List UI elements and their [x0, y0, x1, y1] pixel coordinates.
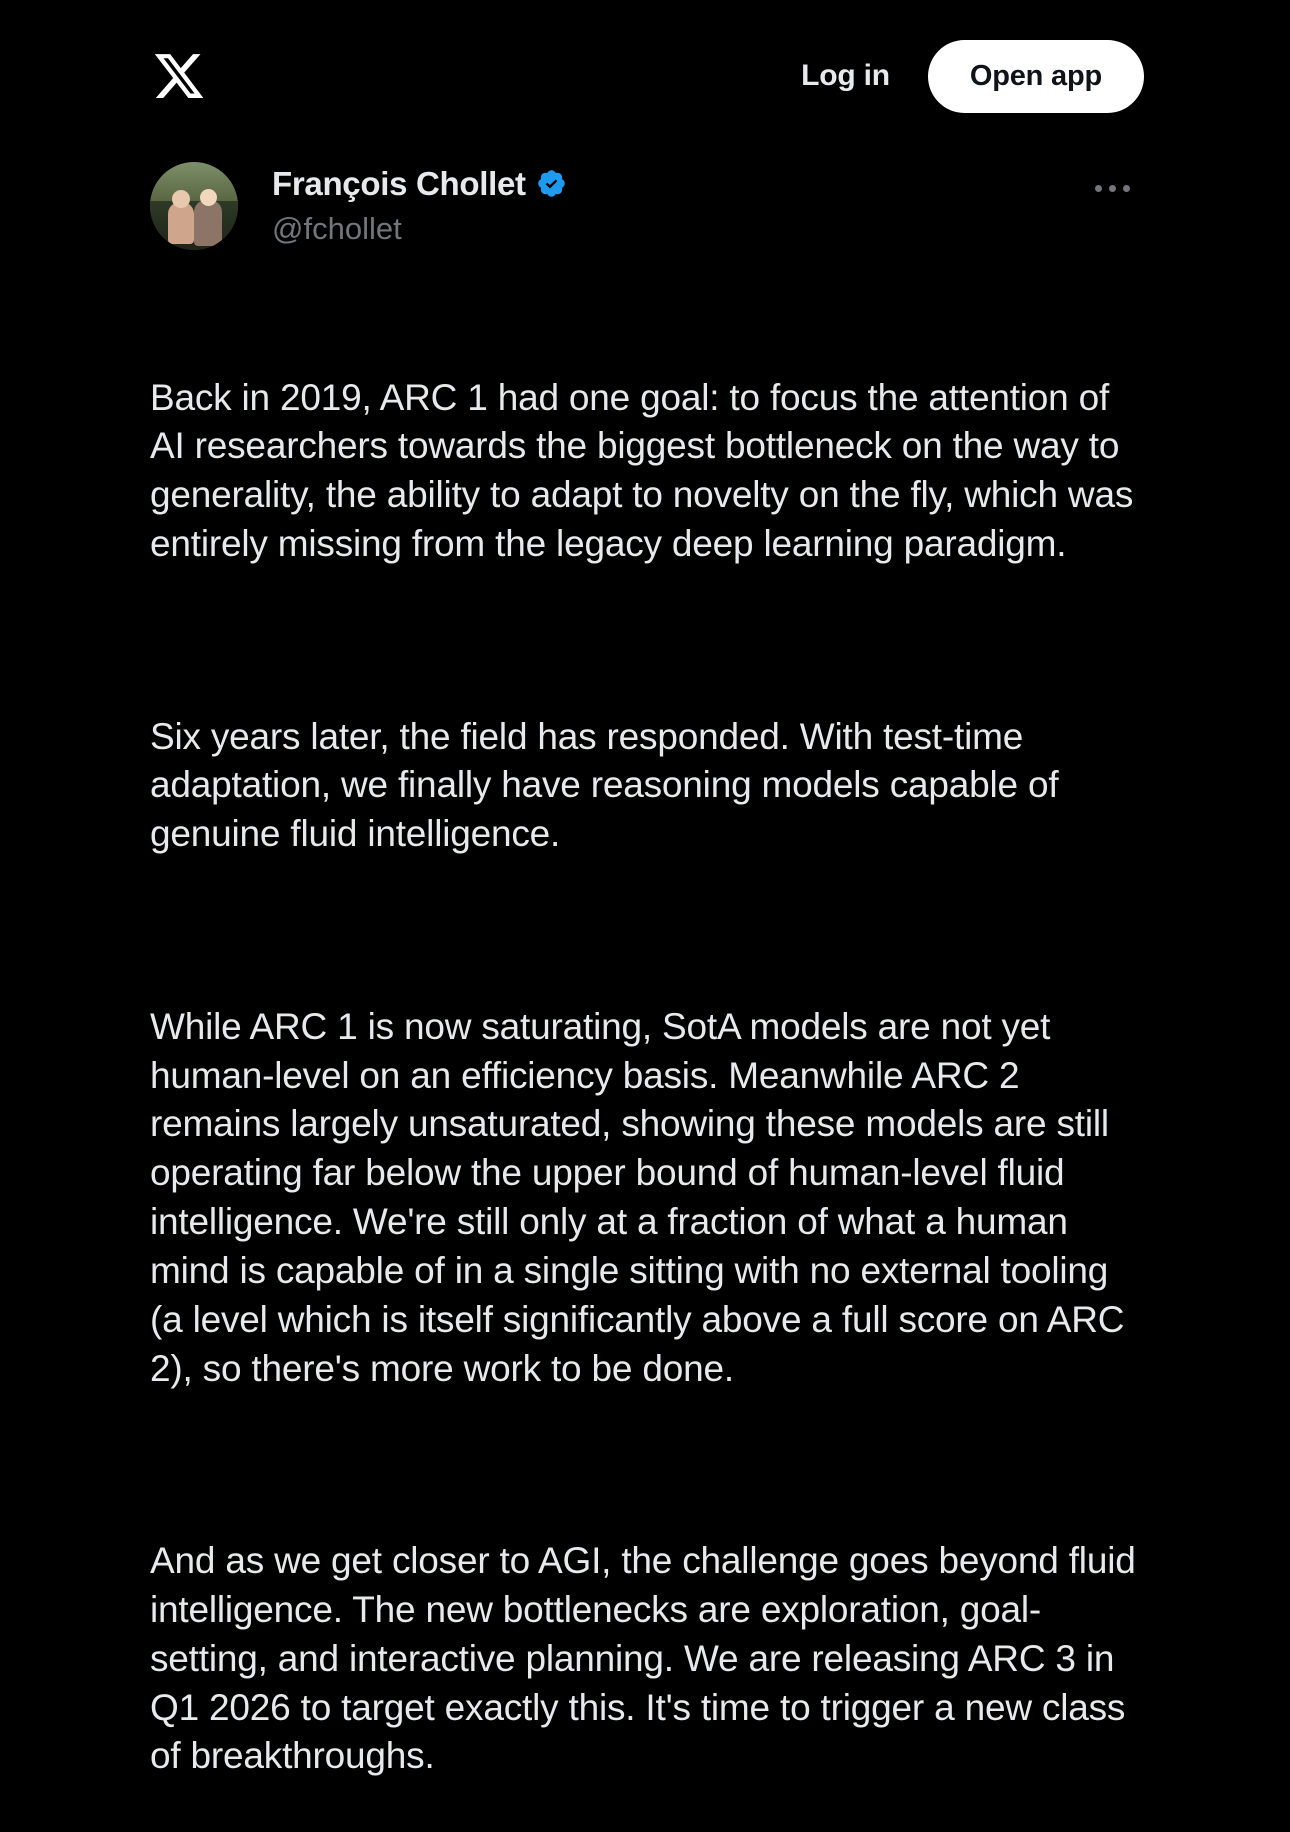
avatar-head-right: [200, 189, 217, 206]
more-dot-3: [1123, 185, 1130, 192]
more-dot-2: [1109, 185, 1116, 192]
x-logo-link[interactable]: [152, 49, 206, 103]
x-logo-icon: [152, 49, 206, 103]
author-handle[interactable]: @fchollet: [272, 210, 402, 246]
tweet-text: [150, 276, 1146, 1832]
tweet-paragraph: Six years later, the field has responded. With test-time adaptation, we finally have reasoning models capable of genuine fluid intelligence.: [150, 715, 1069, 855]
top-bar-actions: [801, 40, 1144, 113]
verified-badge-icon: [536, 168, 567, 199]
tweet-header: [150, 162, 1140, 250]
tweet-container: [0, 152, 1290, 1832]
avatar[interactable]: [150, 162, 238, 250]
author-name-row: [272, 164, 567, 204]
avatar-head-left: [172, 190, 190, 208]
author-block: [272, 162, 567, 249]
tweet-paragraph: While ARC 1 is now saturating, SotA models are not yet human-level on an efficiency basis. Meanwhile ARC 2 remains largely unsaturated, showing these models are still operating far below the upper bound of human-level fluid intelligence. We're still only at a fraction of what a human mind is capable of in a single sitting with no external tooling (a level which is itself significantly above a full score on ARC 2), so there's more work to be done.: [150, 1005, 1135, 1389]
author-display-name[interactable]: François Chollet: [272, 165, 526, 202]
tweet-paragraph: And as we get closer to AGI, the challenge goes beyond fluid intelligence. The new bottlenecks are exploration, goal-setting, and interactive planning. We are releasing ARC 3 in Q1 2026 to target exactly this. It's time to trigger a new class of breakthroughs.: [150, 1540, 1146, 1777]
login-button[interactable]: Log in: [801, 59, 890, 92]
more-options-icon[interactable]: [1084, 168, 1140, 208]
tweet-paragraph: Back in 2019, ARC 1 had one goal: to focus the attention of AI researchers towards the biggest bottleneck on the way to generality, the ability to adapt to novelty on the fly, which was entirely missing from the legacy deep learning paradigm.: [150, 376, 1144, 565]
more-dot-1: [1095, 185, 1102, 192]
avatar-person-right: [194, 200, 222, 246]
top-bar: [0, 0, 1290, 152]
avatar-sky: [150, 162, 238, 204]
avatar-person-left: [168, 202, 194, 244]
open-app-button[interactable]: Open app: [928, 40, 1144, 113]
